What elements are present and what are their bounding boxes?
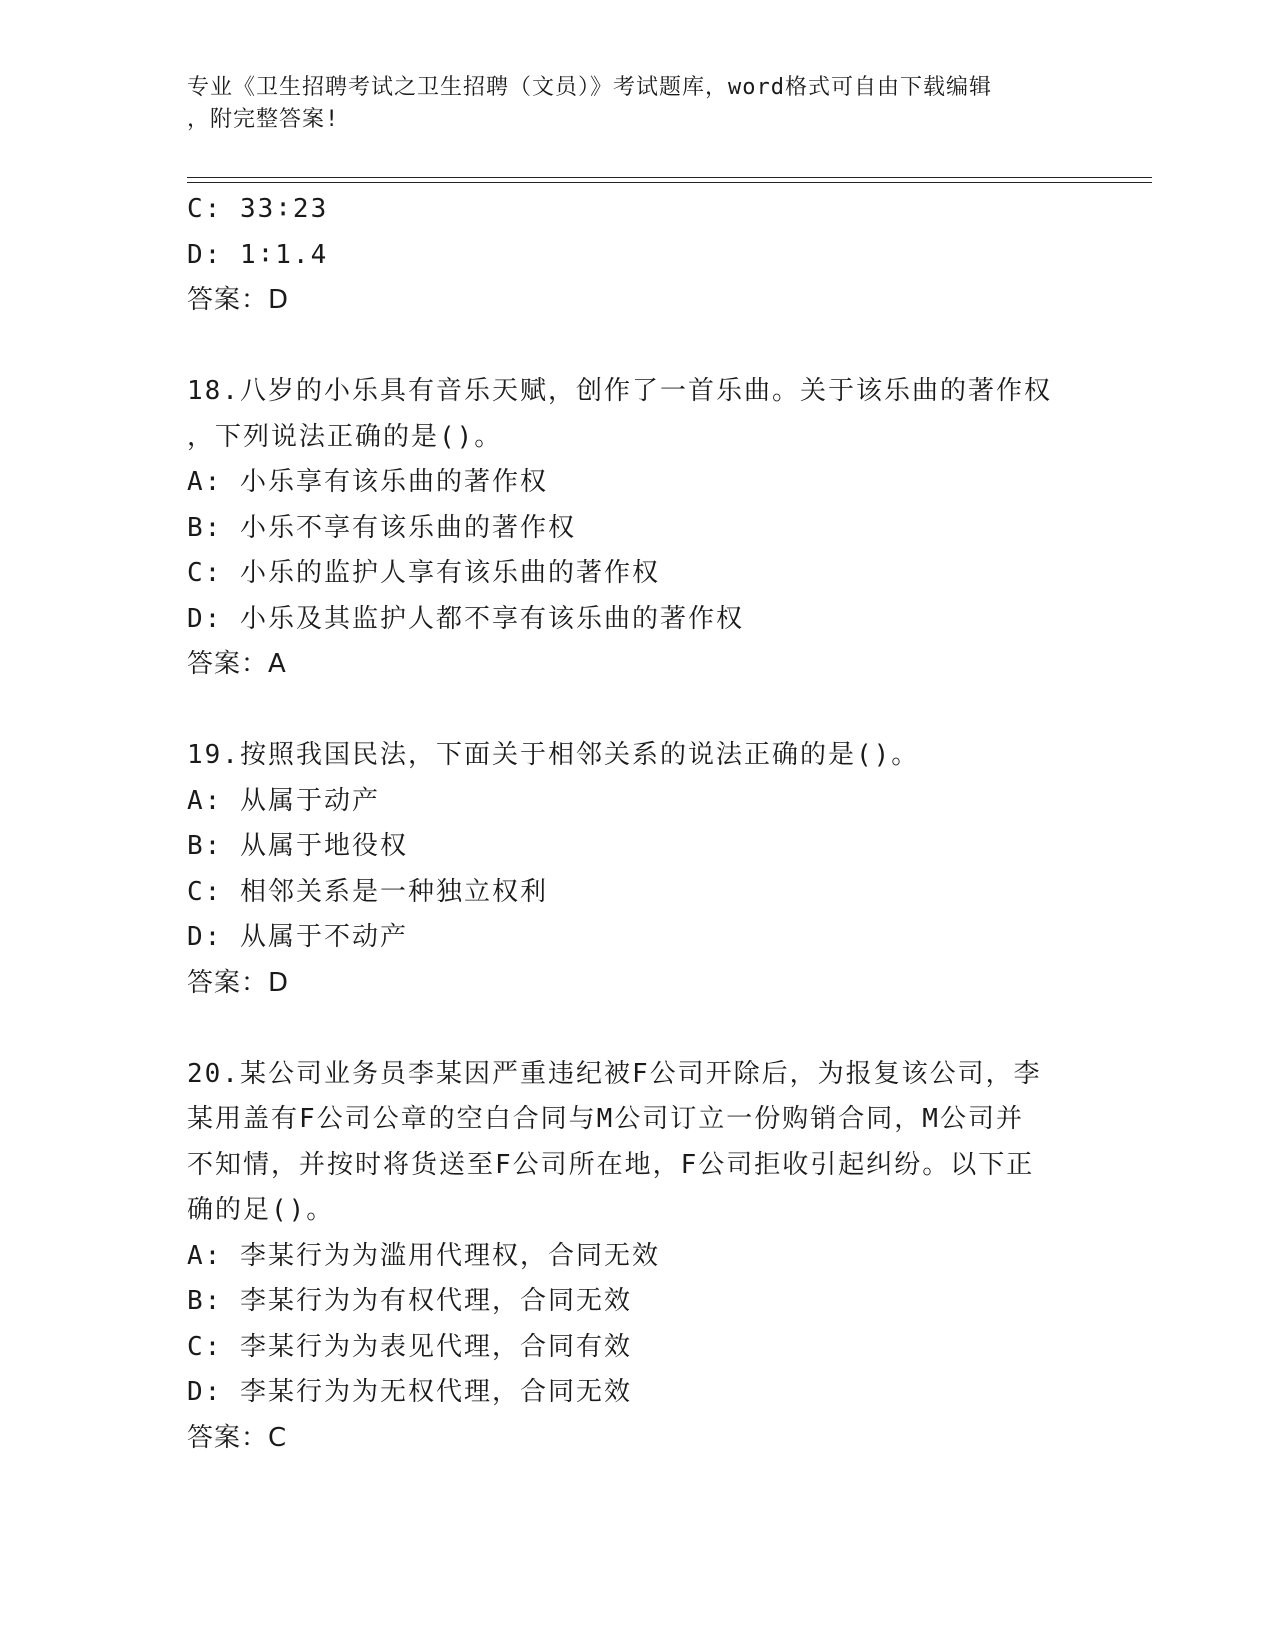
question-19 [187, 733, 1087, 1006]
option-a: A: 小乐享有该乐曲的著作权 [187, 467, 548, 497]
option-c: C: 李某行为为表见代理，合同有效 [187, 1331, 632, 1362]
question-stem: 确的足()。 [187, 1195, 335, 1225]
option-d: D: 小乐及其监护人都不享有该乐曲的著作权 [187, 603, 744, 634]
question-stem: 不知情，并按时将货送至F公司所在地，F公司拒收引起纠纷。以下正 [187, 1149, 1035, 1180]
header-line-1: 专业《卫生招聘考试之卫生招聘（文员）》考试题库，word格式可自由下载编辑 [187, 75, 992, 100]
answer-line: 答案：A [187, 649, 287, 679]
question-stem: ，下列说法正确的是()。 [187, 421, 503, 452]
spacer [187, 1006, 1087, 1052]
page-header [187, 72, 1067, 136]
option-c: C: 相邻关系是一种独立权利 [187, 876, 548, 907]
question-17-tail [187, 187, 1087, 324]
option-a: A: 李某行为为滥用代理权，合同无效 [187, 1240, 660, 1271]
question-20 [187, 1052, 1087, 1462]
question-stem: 19.按照我国民法，下面关于相邻关系的说法正确的是()。 [187, 740, 920, 770]
option-a: A: 从属于动产 [187, 785, 380, 816]
answer-line: 答案：D [187, 285, 290, 315]
option-d: D: 李某行为为无权代理，合同无效 [187, 1377, 632, 1407]
option-c: C: 小乐的监护人享有该乐曲的著作权 [187, 558, 660, 588]
option-d: D: 1∶1.4 [187, 239, 329, 270]
question-stem: 20.某公司业务员李某因严重违纪被F公司开除后，为报复该公司，李 [187, 1058, 1042, 1089]
spacer [187, 324, 1087, 370]
header-line-2: ，附完整答案! [187, 107, 340, 132]
answer-line: 答案：D [187, 967, 290, 998]
spacer [187, 688, 1087, 734]
header-divider-top [187, 177, 1152, 178]
answer-line: 答案：C [187, 1422, 288, 1453]
option-d: D: 从属于不动产 [187, 922, 408, 952]
option-b: B: 小乐不享有该乐曲的著作权 [187, 512, 576, 543]
question-18 [187, 369, 1087, 688]
option-c: C: 33∶23 [187, 194, 329, 224]
option-b: B: 李某行为为有权代理，合同无效 [187, 1286, 632, 1316]
question-content [187, 187, 1087, 1461]
question-stem: 某用盖有F公司公章的空白合同与M公司订立一份购销合同，M公司并 [187, 1104, 1024, 1134]
header-divider-bottom [187, 182, 1152, 183]
option-b: B: 从属于地役权 [187, 831, 408, 861]
question-stem: 18.八岁的小乐具有音乐天赋，创作了一首乐曲。关于该乐曲的著作权 [187, 376, 1052, 406]
